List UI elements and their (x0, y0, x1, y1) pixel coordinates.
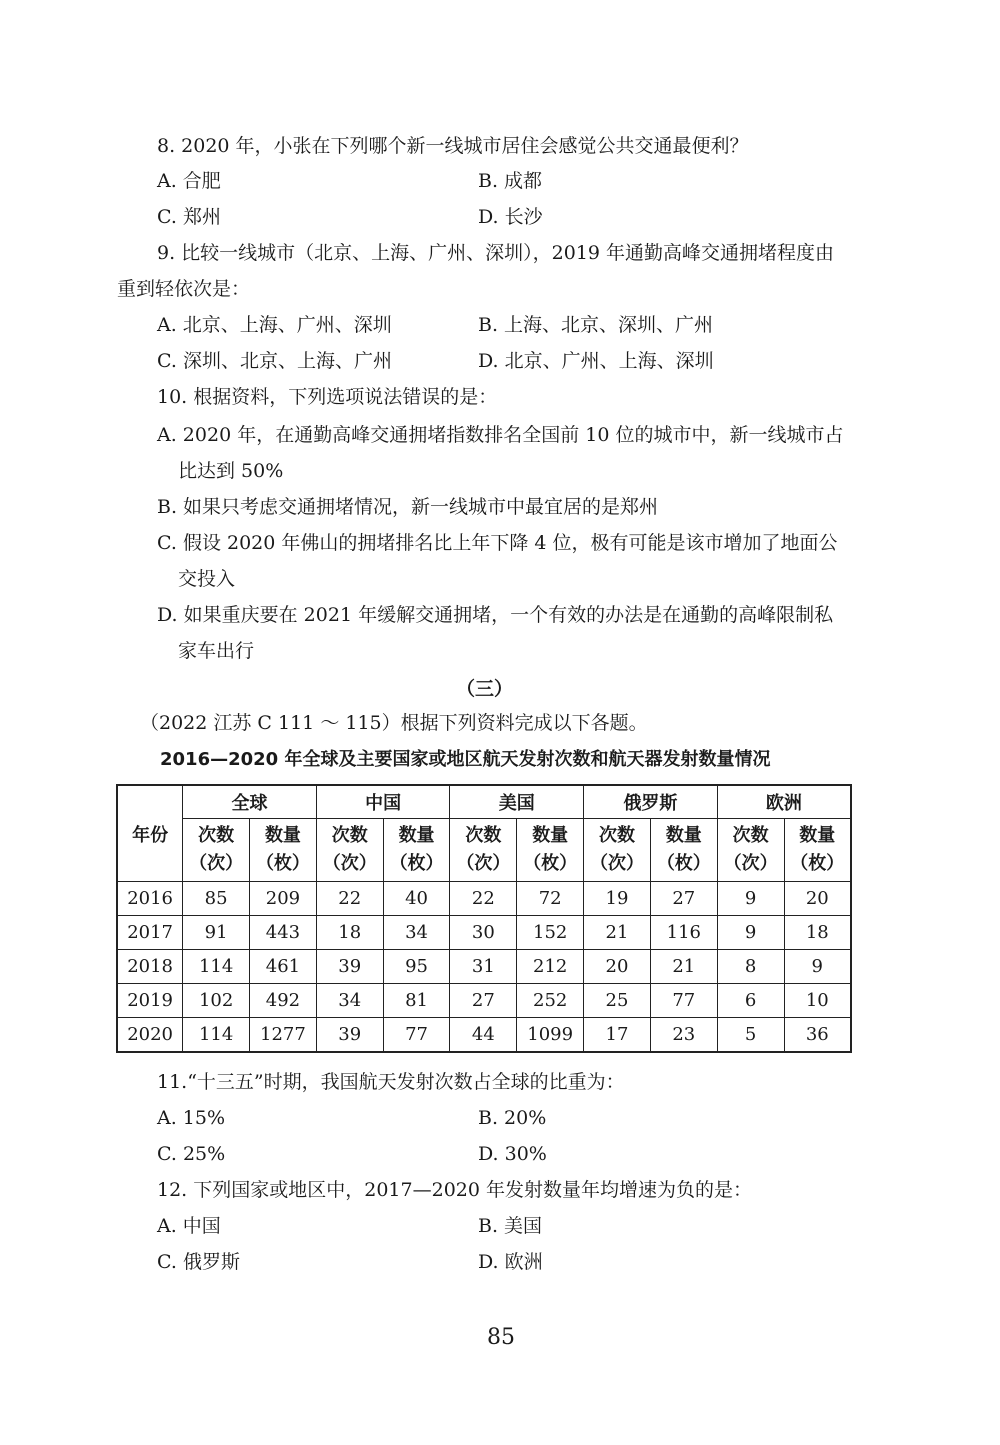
value-cell: 209 (250, 882, 317, 916)
value-cell: 18 (316, 916, 383, 950)
q10-option-a-line2: 比达到 50% (178, 460, 284, 482)
q10-option-d-line1: D. 如果重庆要在 2021 年缓解交通拥堵，一个有效的办法是在通勤的高峰限制私 (157, 604, 834, 626)
page-number: 85 (487, 1325, 515, 1350)
value-cell: 23 (650, 1018, 717, 1053)
value-cell: 19 (584, 882, 651, 916)
value-cell: 95 (383, 950, 450, 984)
value-cell: 27 (450, 984, 517, 1018)
table-caption: 2016—2020 年全球及主要国家或地区航天发射次数和航天器发射数量情况 (160, 749, 771, 770)
year-cell: 2016 (117, 882, 183, 916)
value-cell: 102 (183, 984, 250, 1018)
value-cell: 27 (650, 882, 717, 916)
year-header: 年份 (117, 785, 183, 882)
q8-option-a: A. 合肥 (157, 170, 221, 192)
value-cell: 252 (517, 984, 584, 1018)
value-cell: 5 (717, 1018, 784, 1053)
value-cell: 152 (517, 916, 584, 950)
value-cell: 492 (250, 984, 317, 1018)
q10-option-c-line2: 交投入 (178, 568, 236, 590)
value-cell: 116 (650, 916, 717, 950)
q11-text: 11.“十三五”时期，我国航天发射次数占全球的比重为： (157, 1071, 625, 1093)
table-row (117, 916, 851, 950)
value-cell: 31 (450, 950, 517, 984)
value-cell: 91 (183, 916, 250, 950)
value-cell: 40 (383, 882, 450, 916)
table-row (117, 950, 851, 984)
value-cell: 34 (316, 984, 383, 1018)
value-cell: 212 (517, 950, 584, 984)
value-cell: 39 (316, 1018, 383, 1053)
value-cell: 21 (584, 916, 651, 950)
q8-text: 8. 2020 年，小张在下列哪个新一线城市居住会感觉公共交通最便利？ (157, 135, 749, 157)
q10-option-a-line1: A. 2020 年，在通勤高峰交通拥堵指数排名全国前 10 位的城市中，新一线城市占 (157, 424, 844, 446)
section-intro: （2022 江苏 C 111 ～ 115）根据下列资料完成以下各题。 (140, 712, 648, 734)
value-cell: 1277 (250, 1018, 317, 1053)
q9-text-line2: 重到轻依次是： (117, 278, 251, 300)
table-body (117, 882, 851, 1053)
year-cell: 2020 (117, 1018, 183, 1053)
value-cell: 17 (584, 1018, 651, 1053)
value-cell: 34 (383, 916, 450, 950)
q8-option-c: C. 郑州 (157, 206, 221, 228)
value-cell: 9 (717, 916, 784, 950)
sub-header-count: 次数 （次） (183, 819, 250, 882)
q9-option-c: C. 深圳、北京、上海、广州 (157, 350, 392, 372)
q12-option-c: C. 俄罗斯 (157, 1251, 240, 1273)
sub-header-qty: 数量 （枚） (650, 819, 717, 882)
value-cell: 22 (316, 882, 383, 916)
value-cell: 6 (717, 984, 784, 1018)
value-cell: 77 (383, 1018, 450, 1053)
value-cell: 39 (316, 950, 383, 984)
q10-option-c-line1: C. 假设 2020 年佛山的拥堵排名比上年下降 4 位，极有可能是该市增加了地面公 (157, 532, 838, 554)
value-cell: 114 (183, 950, 250, 984)
value-cell: 77 (650, 984, 717, 1018)
value-cell: 85 (183, 882, 250, 916)
value-cell: 25 (584, 984, 651, 1018)
table-row (117, 984, 851, 1018)
group-header-usa: 美国 (450, 785, 584, 819)
q11-option-d: D. 30% (478, 1143, 547, 1165)
sub-header-qty: 数量 （枚） (517, 819, 584, 882)
q10-option-b: B. 如果只考虑交通拥堵情况，新一线城市中最宜居的是郑州 (157, 496, 659, 518)
value-cell: 10 (784, 984, 851, 1018)
value-cell: 443 (250, 916, 317, 950)
sub-header-qty: 数量 （枚） (383, 819, 450, 882)
sub-header-count: 次数 （次） (450, 819, 517, 882)
value-cell: 81 (383, 984, 450, 1018)
value-cell: 9 (717, 882, 784, 916)
value-cell: 22 (450, 882, 517, 916)
q10-text: 10. 根据资料，下列选项说法错误的是： (157, 386, 498, 408)
group-header-europe: 欧洲 (717, 785, 851, 819)
q9-option-a: A. 北京、上海、广州、深圳 (157, 314, 392, 336)
value-cell: 8 (717, 950, 784, 984)
q10-option-d-line2: 家车出行 (178, 640, 255, 662)
value-cell: 1099 (517, 1018, 584, 1053)
value-cell: 9 (784, 950, 851, 984)
sub-header-count: 次数 （次） (584, 819, 651, 882)
q9-option-b: B. 上海、北京、深圳、广州 (478, 314, 714, 336)
sub-header-count: 次数 （次） (316, 819, 383, 882)
sub-header-count: 次数 （次） (717, 819, 784, 882)
value-cell: 114 (183, 1018, 250, 1053)
data-table (116, 784, 852, 1053)
q8-option-d: D. 长沙 (478, 206, 543, 228)
value-cell: 44 (450, 1018, 517, 1053)
q9-text-line1: 9. 比较一线城市（北京、上海、广州、深圳），2019 年通勤高峰交通拥堵程度由 (157, 242, 835, 264)
year-cell: 2017 (117, 916, 183, 950)
value-cell: 18 (784, 916, 851, 950)
value-cell: 36 (784, 1018, 851, 1053)
year-cell: 2019 (117, 984, 183, 1018)
value-cell: 21 (650, 950, 717, 984)
group-header-china: 中国 (316, 785, 450, 819)
q12-option-b: B. 美国 (478, 1215, 543, 1237)
value-cell: 461 (250, 950, 317, 984)
q9-option-d: D. 北京、广州、上海、深圳 (478, 350, 714, 372)
q12-option-d: D. 欧洲 (478, 1251, 543, 1273)
table-row (117, 1018, 851, 1053)
q11-option-a: A. 15% (157, 1107, 226, 1129)
value-cell: 72 (517, 882, 584, 916)
sub-header-qty: 数量 （枚） (784, 819, 851, 882)
q8-option-b: B. 成都 (478, 170, 543, 192)
sub-header-qty: 数量 （枚） (250, 819, 317, 882)
q12-option-a: A. 中国 (157, 1215, 221, 1237)
year-cell: 2018 (117, 950, 183, 984)
table-row (117, 882, 851, 916)
group-header-global: 全球 (183, 785, 317, 819)
section-title: （三） (456, 678, 514, 700)
q11-option-c: C. 25% (157, 1143, 226, 1165)
value-cell: 20 (784, 882, 851, 916)
q12-text: 12. 下列国家或地区中，2017—2020 年发射数量年均增速为负的是： (157, 1179, 753, 1201)
q11-option-b: B. 20% (478, 1107, 547, 1129)
value-cell: 30 (450, 916, 517, 950)
group-header-russia: 俄罗斯 (584, 785, 718, 819)
value-cell: 20 (584, 950, 651, 984)
